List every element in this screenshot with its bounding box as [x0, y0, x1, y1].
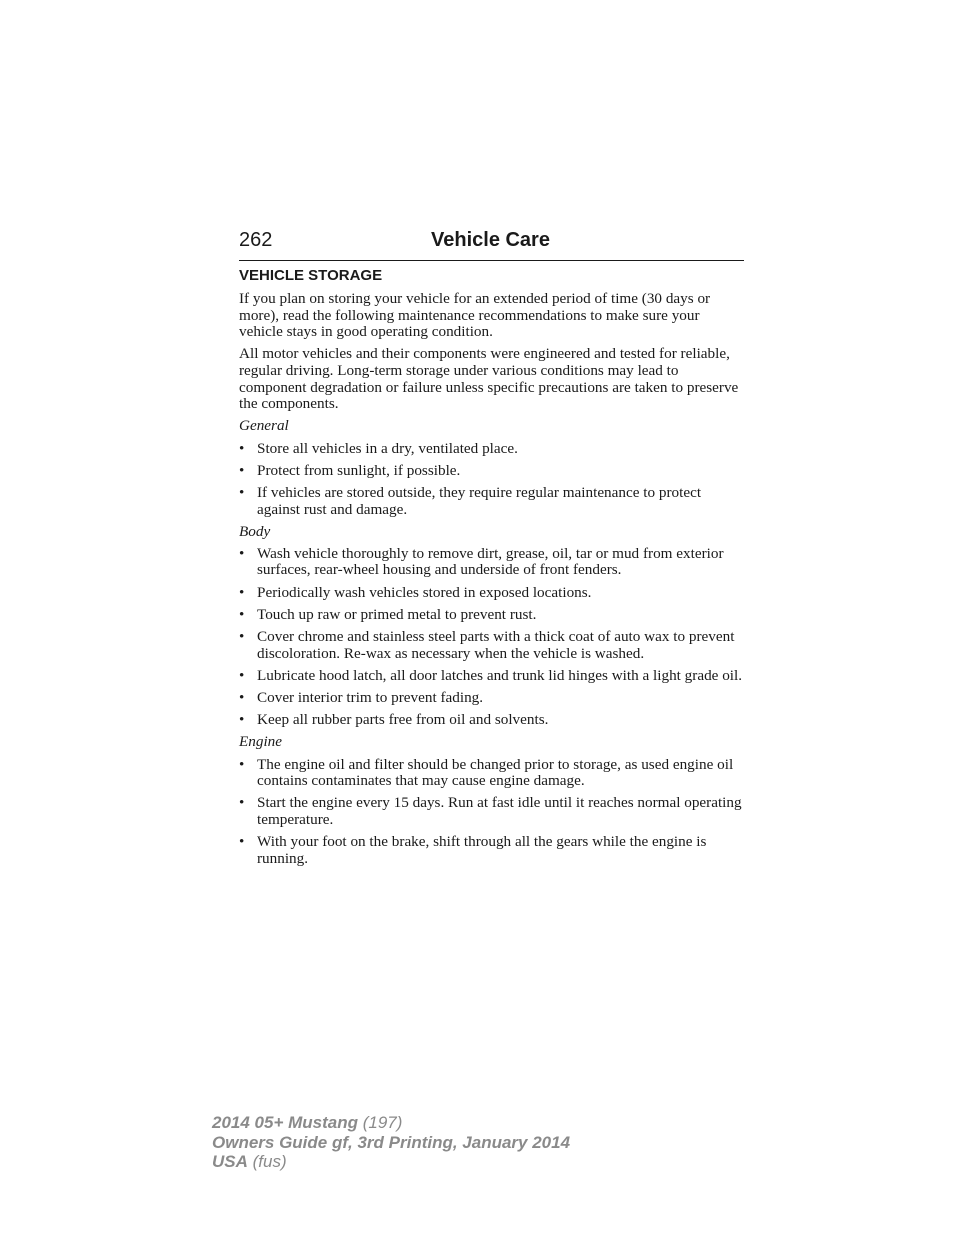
list-item: • Periodically wash vehicles stored in exposed locations. [239, 583, 592, 601]
general-list [239, 441, 744, 519]
engine-list [239, 757, 744, 868]
footer-line-2 [212, 1133, 570, 1153]
list-item: • If vehicles are stored outside, they require regular maintenance to protect against rust and damage. [239, 483, 702, 518]
footer-line-1 [212, 1113, 570, 1133]
group-title-body: Body [239, 522, 271, 540]
group-title-general: General [239, 417, 289, 435]
list-item: • Cover interior trim to prevent fading. [239, 689, 484, 706]
footer-model-code: (197) [362, 1113, 403, 1132]
intro-paragraph: All motor vehicles and their components were engineered and tested for reliable, regular driving. Long-term storage under various conditions may lead to component degradation or failure unless specific precautions are taken to preserve the components. [239, 345, 739, 413]
footer-market-code: (fus) [252, 1152, 287, 1171]
page-content [239, 267, 744, 873]
page-number: 262 [239, 229, 273, 251]
group-title-engine: Engine [239, 733, 283, 751]
footer-line-3 [212, 1152, 570, 1172]
list-item: • With your foot on the brake, shift through all the gears while the engine is running. [239, 833, 707, 867]
list-item: • Wash vehicle thoroughly to remove dirt, grease, oil, tar or mud from exterior surfaces, rear-wheel housing and underside of front fenders. [239, 544, 724, 579]
list-item: • Keep all rubber parts free from oil and solvents. [239, 711, 549, 729]
footer-market: USA [212, 1152, 248, 1171]
list-item: • Touch up raw or primed metal to prevent rust. [239, 605, 537, 623]
page-footer [212, 1113, 570, 1172]
list-item: • Cover chrome and stainless steel parts with a thick coat of auto wax to prevent discoloration. Re-wax as necessary when the vehicle is washed. [239, 628, 735, 662]
section-heading: VEHICLE STORAGE [239, 267, 383, 284]
list-item: • Protect from sunlight, if possible. [239, 461, 461, 479]
page-header [239, 228, 744, 261]
section-title: Vehicle Care [431, 229, 550, 251]
list-item: • Start the engine every 15 days. Run at fast idle until it reaches normal operating temperature. [239, 794, 742, 828]
list-item: • Lubricate hood latch, all door latches and trunk lid hinges with a light grade oil. [239, 666, 743, 684]
list-item: • Store all vehicles in a dry, ventilated place. [239, 439, 518, 457]
footer-model: 2014 05+ Mustang [212, 1113, 358, 1132]
body-list [239, 546, 744, 729]
list-item: • The engine oil and filter should be changed prior to storage, as used engine oil contains contaminates that may cause engine damage. [239, 755, 734, 790]
footer-guide: Owners Guide gf, 3rd Printing, January 2014 [212, 1132, 571, 1152]
intro-paragraph: If you plan on storing your vehicle for an extended period of time (30 days or more), read the following maintenance recommendations to make sure your vehicle stays in good operating condition. [239, 290, 711, 341]
